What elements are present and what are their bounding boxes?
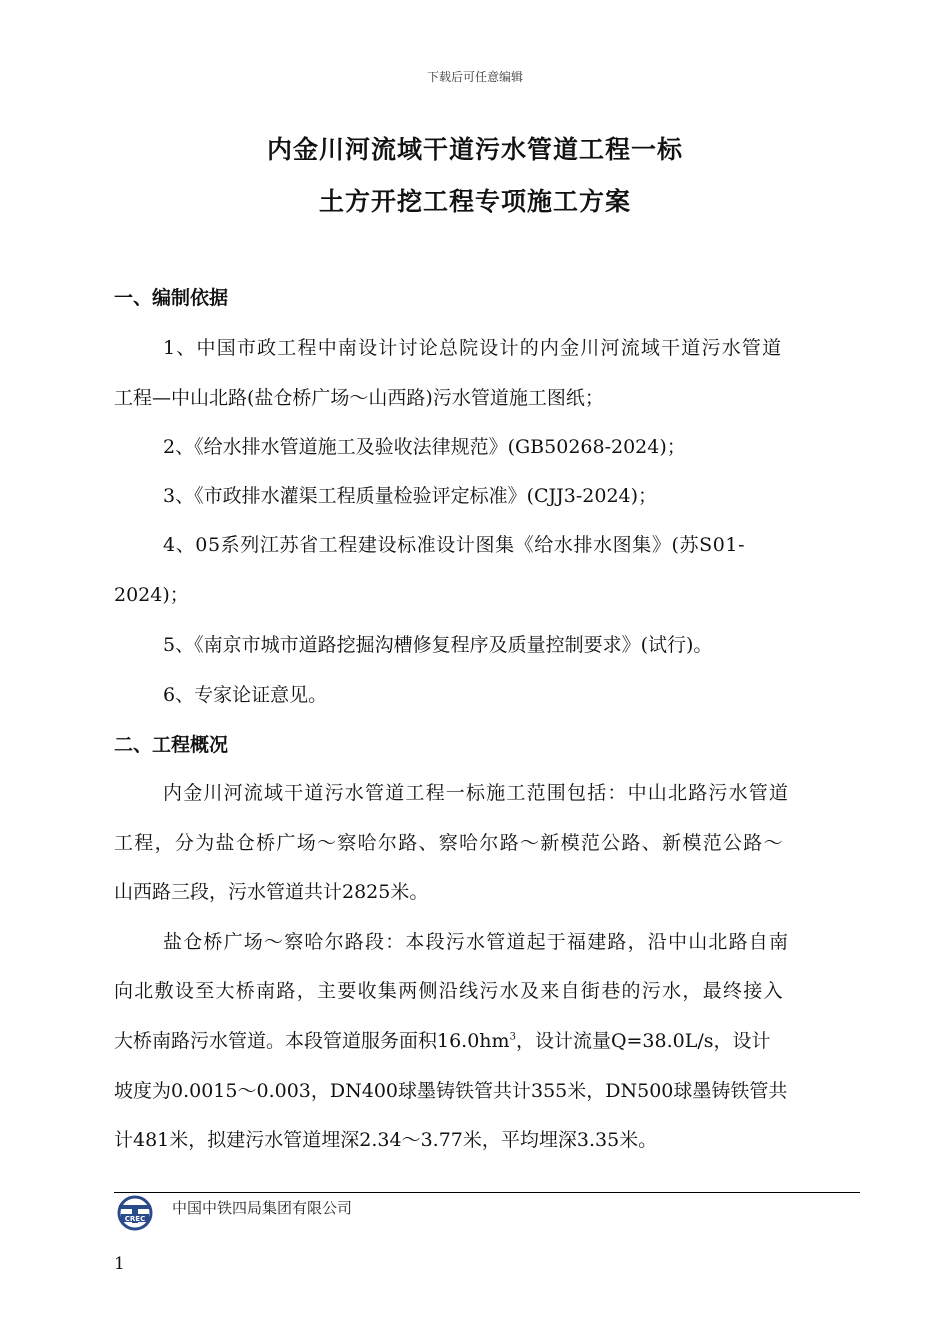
paragraph-line: 内金川河流域干道污水管道工程一标施工范围包括：中山北路污水管道: [163, 782, 790, 804]
logo-text: CREC: [124, 1215, 146, 1223]
paragraph-line: 2、《给水排水管道施工及验收法律规范》(GB50268-2024)；: [163, 436, 686, 458]
document-title-line-2: 土方开挖工程专项施工方案: [318, 187, 631, 216]
paragraph-line: 4、05系列江苏省工程建设标准设计图集《给水排水图集》(苏S01-: [163, 534, 746, 556]
section-heading-basis: 一、编制依据: [114, 287, 229, 309]
text-segment: ，设计流量Q=38.0L/s，设计: [515, 1030, 771, 1052]
footer-rule: [114, 1192, 860, 1193]
paragraph-line: 工程，分为盐仓桥广场～察哈尔路、察哈尔路～新模范公路、新模范公路～: [114, 832, 784, 854]
footer-company-name: 中国中铁四局集团有限公司: [172, 1199, 353, 1217]
paragraph-line: 1、中国市政工程中南设计讨论总院设计的内金川河流域干道污水管道: [163, 337, 783, 359]
paragraph-line: 3、《市政排水灌渠工程质量检验评定标准》(CJJ3-2024)；: [163, 485, 658, 507]
company-logo: [113, 1193, 157, 1231]
paragraph-line: 6、专家论证意见。: [163, 684, 328, 706]
paragraph-line: 计481米，拟建污水管道埋深2.34～3.77米，平均埋深3.35米。: [114, 1129, 658, 1151]
paragraph-line: 坡度为0.0015～0.003，DN400球墨铸铁管共计355米，DN500球墨铸铁管共: [114, 1080, 788, 1102]
page-number: 1: [114, 1254, 125, 1274]
paragraph-line-with-superscript: [114, 1026, 771, 1053]
paragraph-line: 向北敷设至大桥南路，主要收集两侧沿线污水及来自街巷的污水，最终接入: [114, 980, 784, 1002]
document-title-line-1: 内金川河流域干道污水管道工程一标: [266, 135, 683, 164]
paragraph-line: 盐仓桥广场～察哈尔路段：本段污水管道起于福建路，沿中山北路自南: [163, 931, 790, 953]
section-heading-overview: 二、工程概况: [114, 734, 229, 756]
superscript: 3: [509, 1031, 516, 1043]
text-segment: 大桥南路污水管道。本段管道服务面积16.0hm: [114, 1030, 510, 1052]
paragraph-line: 2024)；: [114, 584, 189, 606]
paragraph-line: 工程—中山北路(盐仓桥广场～山西路)污水管道施工图纸；: [114, 387, 604, 409]
header-note: 下载后可任意编辑: [426, 70, 523, 84]
paragraph-line: 山西路三段，污水管道共计2825米。: [114, 881, 429, 903]
paragraph-line: 5、《南京市城市道路挖掘沟槽修复程序及质量控制要求》(试行)。: [163, 634, 713, 656]
